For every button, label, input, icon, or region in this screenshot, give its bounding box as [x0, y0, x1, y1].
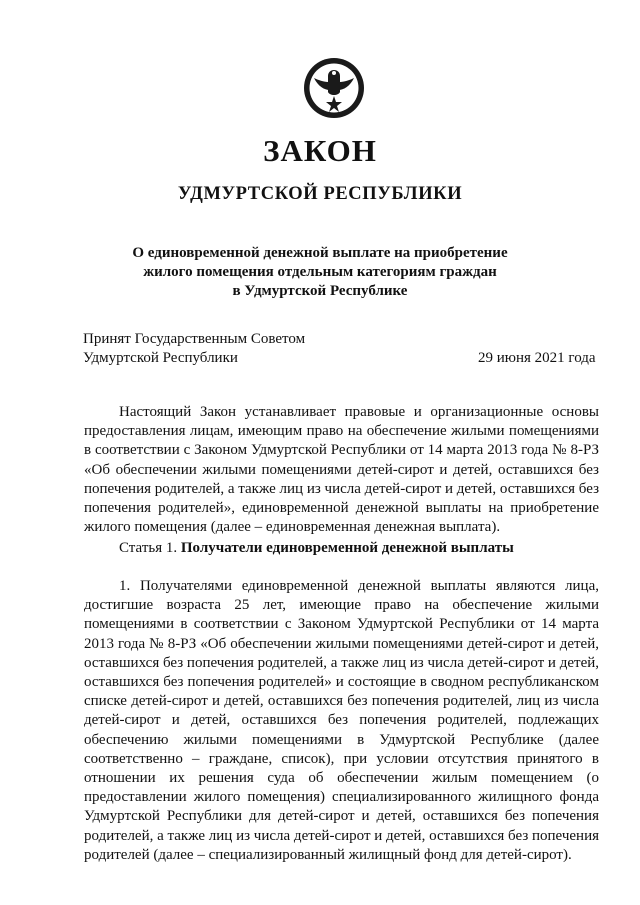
article-title: Получатели единовременной денежной выплаты [180, 540, 514, 556]
article-number: Статья 1. [119, 540, 181, 556]
preamble-paragraph: Настоящий Закон устанавливает правовые и организационные основы предоставления лицам, имеющим право на обеспечение жилыми помещениями в соответствии с Законом Удмуртской Республики от 14 марта 2013 года № 8-РЗ «Об обеспечении жилыми помещениями детей-сирот и детей, оставшихся без попечения родителей, а также лиц из числа детей-сирот и детей, оставшихся без попечения родителей», единовременной денежной выплаты на приобретение жилого помещения (далее – единовременная денежная выплата). [84, 404, 599, 536]
adopted-by-line: Принят Государственным Советом [83, 331, 306, 347]
law-heading [0, 244, 640, 301]
article-paragraph: 1. Получателями единовременной денежной выплаты являются лица, достигшие возраста 25 лет, имеющие право на обеспечение жилыми помещениями в соответствии с Законом Удмуртской Республики от 14 марта 2013 года № 8-РЗ «Об обеспечении жилыми помещениями детей-сирот и детей, оставшихся без попечения родителей, а также лиц из числа детей-сирот и детей, оставшихся без попечения родителей» и состоящие в сводном республиканском списке детей-сирот и детей, оставшихся без попечения родителей, лиц из числа детей-сирот и детей, оставшихся без попечения родителей, подлежащих обеспечению жилыми помещениями в Удмуртской Республике (далее соответственно – граждане, список), при условии отсутствия принятого в отношении их решения суда об обеспечении жилым помещением (о предоставлении жилого помещения) специализированного жилищного фонда Удмуртской Республики для детей-сирот и детей, оставшихся без попечения родителей, а также лиц из числа детей-сирот и детей, оставшихся без попечения родителей (далее – специализированный жилищный фонд для детей-сирот). [84, 578, 599, 863]
adopted-date: 29 июня 2021 года [478, 350, 596, 366]
adopted-by [83, 330, 305, 368]
document-subtitle: УДМУРТСКОЙ РЕСПУБЛИКИ [177, 184, 463, 204]
document-title: ЗАКОН [263, 133, 377, 168]
law-heading-line: О единовременной денежной выплате на приобретение [132, 245, 508, 261]
coat-of-arms-emblem [302, 56, 366, 120]
adopted-by-line: Удмуртской Республики [83, 350, 238, 366]
law-heading-line: жилого помещения отдельным категориям граждан [143, 264, 497, 280]
article-heading [119, 539, 514, 558]
law-heading-line: в Удмуртской Республике [232, 283, 408, 299]
